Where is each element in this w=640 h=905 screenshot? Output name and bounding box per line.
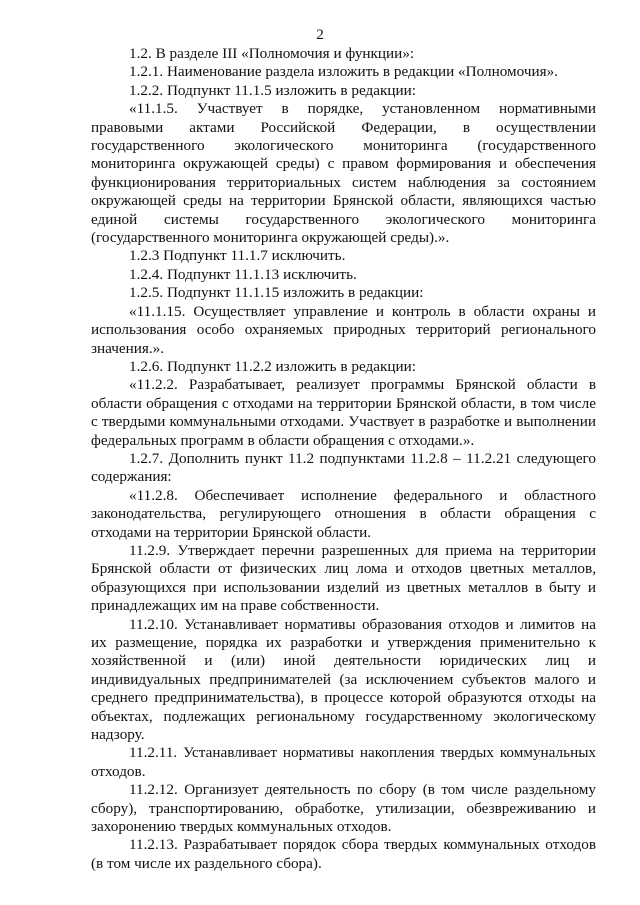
paragraph-1-2-6: 1.2.6. Подпункт 11.2.2 изложить в редакции: — [129, 357, 416, 375]
paragraph-1-2-4: 1.2.4. Подпункт 11.1.13 исключить. — [129, 265, 357, 283]
paragraph-11-1-15: «11.1.15. Осуществляет управление и контроль в области охраны и использования особо охраняемых природных территорий регионального значения.». — [91, 302, 596, 357]
paragraph-1-2-3: 1.2.3 Подпункт 11.1.7 исключить. — [129, 247, 346, 265]
paragraph-11-2-10: 11.2.10. Устанавливает нормативы образования отходов и лимитов на их размещение, порядка их разработки и утверждения применительно к хозяйственной и (или) иной деятельности юридических лиц и индивидуальных предпринимателей (за исключением субъектов малого и среднего предпринимательства), в процессе которой образуются отходы на объектах, подлежащих региональному государственному экологическому надзору. — [91, 615, 596, 744]
document-body — [91, 45, 596, 873]
paragraph-1-2-2: 1.2.2. Подпункт 11.1.5 изложить в редакции: — [129, 81, 416, 99]
paragraph-11-2-11: 11.2.11. Устанавливает нормативы накопления твердых коммунальных отходов. — [91, 744, 596, 780]
paragraph-11-2-2: «11.2.2. Разрабатывает, реализует программы Брянской области в области обращения с отходами на территории Брянской области, в том числе с твердыми коммунальными отходами. Участвует в разработке и выполнении федеральных программ в области обращения с отходами.». — [91, 376, 596, 449]
paragraph-11-2-12: 11.2.12. Организует деятельность по сбору (в том числе раздельному сбору), транспортированию, обработке, утилизации, обезвреживанию и захоронению твердых коммунальных отходов. — [91, 781, 596, 836]
page-number: 2 — [316, 26, 324, 43]
paragraph-11-1-5: «11.1.5. Участвует в порядке, установленном нормативными правовыми актами Российской Федерации, в осуществлении государственного экологического мониторинга (государственного мониторинга окружающей среды) с правом формирования и обеспечения функционирования территориальных систем наблюдения за состоянием окружающей среды на территории Брянской области, являющихся частью единой системы государственного экологического мониторинга (государственного мониторинга окружающей среды).». — [91, 100, 596, 247]
paragraph-1-2: 1.2. В разделе III «Полномочия и функции»: — [129, 45, 415, 62]
paragraph-11-2-9: 11.2.9. Утверждает перечни разрешенных для приема на территории Брянской области от физических лиц лома и отходов цветных металлов, образующихся при использовании изделий из цветных металлов в быту и принадлежащих им на праве собственности. — [91, 541, 596, 615]
paragraph-1-2-5: 1.2.5. Подпункт 11.1.15 изложить в редакции: — [129, 284, 424, 302]
paragraph-11-2-8: «11.2.8. Обеспечивает исполнение федерального и областного законодательства, регулирующего отношения в области обращения с отходами на территории Брянской области. — [91, 486, 596, 541]
paragraph-1-2-1: 1.2.1. Наименование раздела изложить в редакции «Полномочия». — [129, 63, 558, 81]
paragraph-11-2-13: 11.2.13. Разрабатывает порядок сбора твердых коммунальных отходов (в том числе их раздельного сбора). — [91, 836, 596, 872]
paragraph-1-2-7: 1.2.7. Дополнить пункт 11.2 подпунктами 11.2.8 – 11.2.21 следующего содержания: — [91, 449, 596, 486]
